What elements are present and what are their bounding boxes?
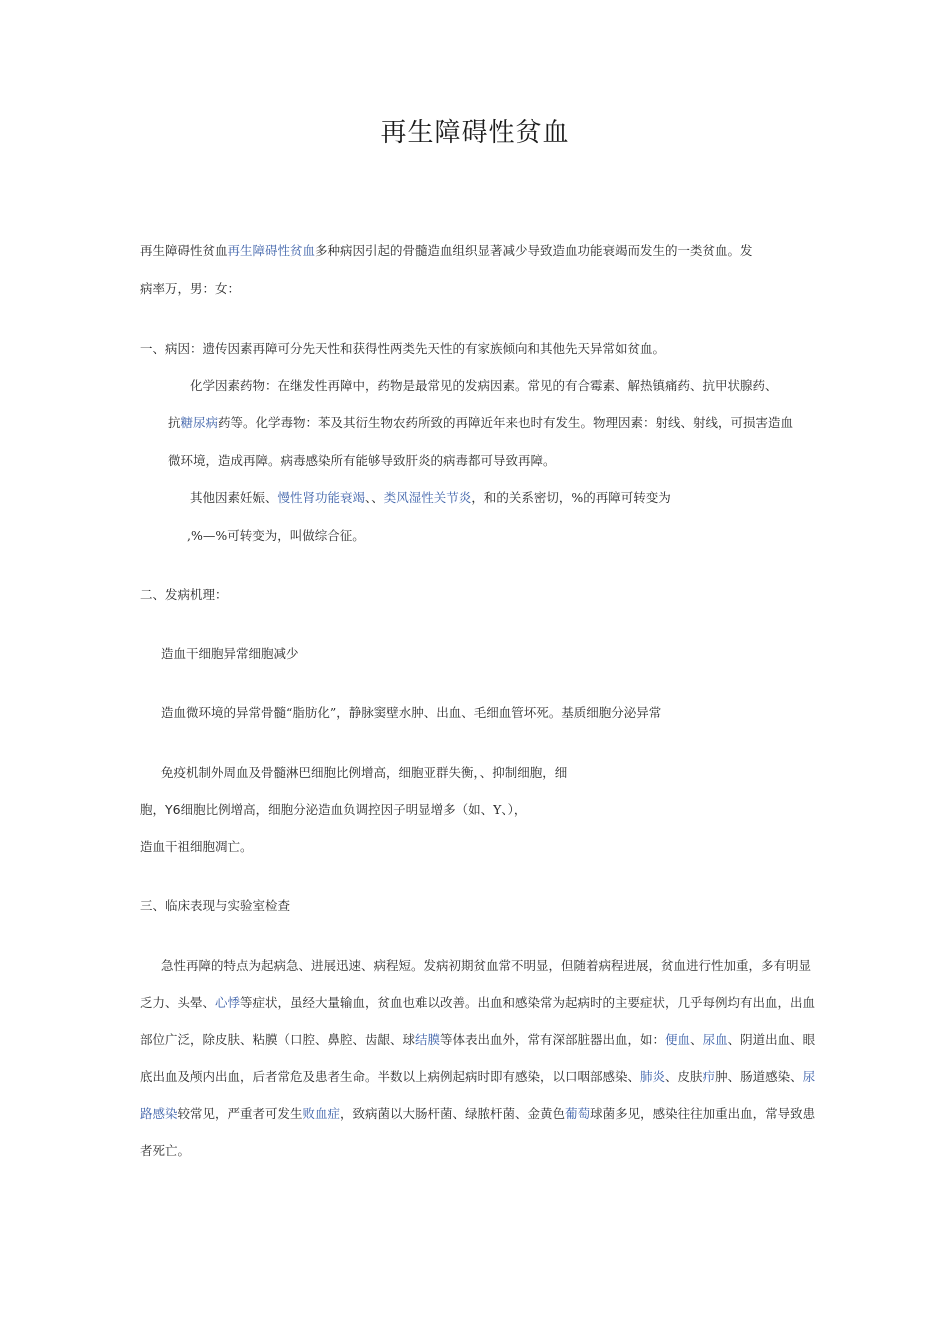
intro-text: 多种病因引起的骨髓造血组织显著减少导致造血功能衰竭而发生的一类贫血。发 — [315, 243, 753, 258]
clinical-line-3 — [140, 1031, 815, 1049]
hematochezia-link[interactable]: 便血 — [665, 1032, 691, 1047]
chemical-factors-line-3: 微环境，造成再障。病毒感染所有能够导致肝炎的病毒都可导致再障。 — [168, 453, 556, 468]
mechanism-immune-line-2 — [140, 801, 526, 819]
palpitation-link[interactable]: 心悸 — [215, 995, 241, 1010]
urinary-tract-infection-link[interactable]: 路感染 — [140, 1106, 178, 1121]
mechanism-immune-line-1: 免疫机制外周血及骨髓淋巴细胞比例增高，细胞亚群失衡，、抑制细胞，细 — [161, 765, 568, 780]
other-factors-line-1 — [190, 489, 671, 507]
body-text: 药等。化学毒物：苯及其衍生物农药所致的再障近年来也时有发生。物理因素：射线、射线，可损害造血 — [218, 415, 794, 430]
rheumatoid-arthritis-link[interactable]: 类风湿性关节炎 — [383, 490, 472, 505]
body-text: 、皮肤 — [665, 1069, 703, 1084]
body-text: 肿、肠道感染、 — [715, 1069, 803, 1084]
urinary-tract-infection-link[interactable]: 尿 — [802, 1069, 816, 1084]
sepsis-link[interactable]: 败血症 — [302, 1106, 341, 1121]
body-text: 较常见，严重者可发生 — [177, 1106, 303, 1121]
body-text: 、阴道出血、眼 — [727, 1032, 816, 1047]
body-text: ，致病菌以大肠杆菌、绿脓杆菌、金黄色 — [340, 1106, 566, 1121]
intro-text: 再生障碍性贫血 — [140, 243, 228, 258]
furuncle-link[interactable]: 疖 — [702, 1069, 716, 1084]
mechanism-stem-cell: 造血干细胞异常细胞减少 — [161, 646, 299, 661]
body-text: ，和的关系密切，%的再障可转变为 — [471, 490, 671, 505]
body-text: 部位广泛，除皮肤、粘膜（口腔、鼻腔、齿龈、球 — [140, 1032, 416, 1047]
chronic-renal-failure-link[interactable]: 慢性肾功能衰竭 — [277, 490, 366, 505]
clinical-line-1: 急性再障的特点为起病急、进展迅速、病程短。发病初期贫血常不明显，但随着病程进展，贫血进行性加重，多有明显 — [161, 958, 812, 973]
intro-line-2: 病率万，男：女： — [140, 281, 241, 296]
pneumonia-link[interactable]: 肺炎 — [640, 1069, 666, 1084]
chemical-factors-line-1: 化学因素药物：在继发性再障中，药物是最常见的发病因素。常见的有合霉素、解热镇痛药、抗甲状腺药、 — [190, 378, 778, 393]
clinical-line-5 — [140, 1105, 815, 1123]
hematuria-link[interactable]: 尿血 — [702, 1032, 728, 1047]
other-factors-line-2: ,%—%可转变为，叫做综合征。 — [187, 528, 365, 543]
body-text: Y6 — [165, 802, 181, 817]
clinical-line-6: 者死亡。 — [140, 1143, 191, 1158]
section-3-heading: 三、临床表现与实验室检查 — [140, 898, 291, 913]
body-text: 球菌多见，感染往往加重出血，常导致患 — [590, 1106, 816, 1121]
body-text: 等症状，虽经大量输血，贫血也难以改善。出血和感染常为起病时的主要症状，几乎每例均有出血，出血 — [240, 995, 816, 1010]
page-title: 再生障碍性贫血 — [380, 118, 570, 148]
body-text: 、、 — [365, 490, 384, 505]
body-text: 胞， — [140, 802, 166, 817]
conjunctiva-link[interactable]: 结膜 — [415, 1032, 441, 1047]
intro-line-1 — [140, 242, 753, 260]
chemical-factors-line-2 — [168, 414, 793, 432]
clinical-line-4 — [140, 1068, 815, 1086]
body-text: 底出血及颅内出血，后者常危及患者生命。半数以上病例起病时即有感染，以口咽部感染、 — [140, 1069, 641, 1084]
body-text: 其他因素妊娠、 — [190, 490, 278, 505]
clinical-line-2 — [140, 994, 815, 1012]
section-2-heading: 二、发病机理： — [140, 587, 228, 602]
mechanism-immune-line-3: 造血干祖细胞凋亡。 — [140, 839, 253, 854]
staphylococcus-link[interactable]: 葡萄 — [565, 1106, 591, 1121]
body-text: 乏力、头晕、 — [140, 995, 216, 1010]
body-text: 、 — [690, 1032, 703, 1047]
mechanism-microenvironment: 造血微环境的异常骨髓“脂肪化”，静脉窦壁水肿、出血、毛细血管坏死。基质细胞分泌异常 — [161, 705, 662, 720]
body-text: 抗 — [168, 415, 181, 430]
diabetes-link[interactable]: 糖尿病 — [180, 415, 219, 430]
aplastic-anemia-link[interactable]: 再生障碍性贫血 — [227, 243, 316, 258]
body-text: 等体表出血外，常有深部脏器出血，如： — [440, 1032, 666, 1047]
section-1-heading: 一、病因：遗传因素再障可分先天性和获得性两类先天性的有家族倾向和其他先天异常如贫血。 — [140, 341, 666, 356]
body-text: 细胞比例增高，细胞分泌造血负调控因子明显增多（如、Y、）， — [180, 802, 527, 817]
